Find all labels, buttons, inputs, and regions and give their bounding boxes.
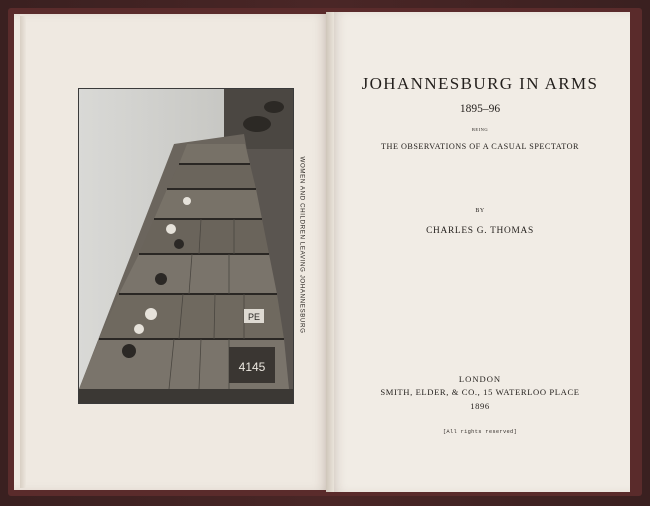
rights-notice: [All rights reserved] xyxy=(442,429,518,435)
by-label: BY xyxy=(475,208,485,214)
author-name: CHARLES G. THOMAS xyxy=(426,226,534,236)
car-mark: PE xyxy=(247,312,261,322)
publication-year: 1896 xyxy=(470,401,490,411)
publisher-name: SMITH, ELDER, & CO., 15 WATERLOO PLACE xyxy=(380,387,580,397)
car-number: 4145 xyxy=(238,360,266,374)
book-subtitle: THE OBSERVATIONS OF A CASUAL SPECTATOR xyxy=(381,142,579,151)
book-years: 1895–96 xyxy=(459,103,501,115)
being-label: BEING xyxy=(471,127,489,132)
publication-place: LONDON xyxy=(458,374,502,384)
frontispiece-caption: WOMEN AND CHILDREN LEAVING JOHANNESBURG xyxy=(298,156,306,334)
book-title: JOHANNESBURG IN ARMS xyxy=(361,74,599,93)
frontispiece-photograph xyxy=(78,88,294,404)
page-edges xyxy=(20,16,26,488)
